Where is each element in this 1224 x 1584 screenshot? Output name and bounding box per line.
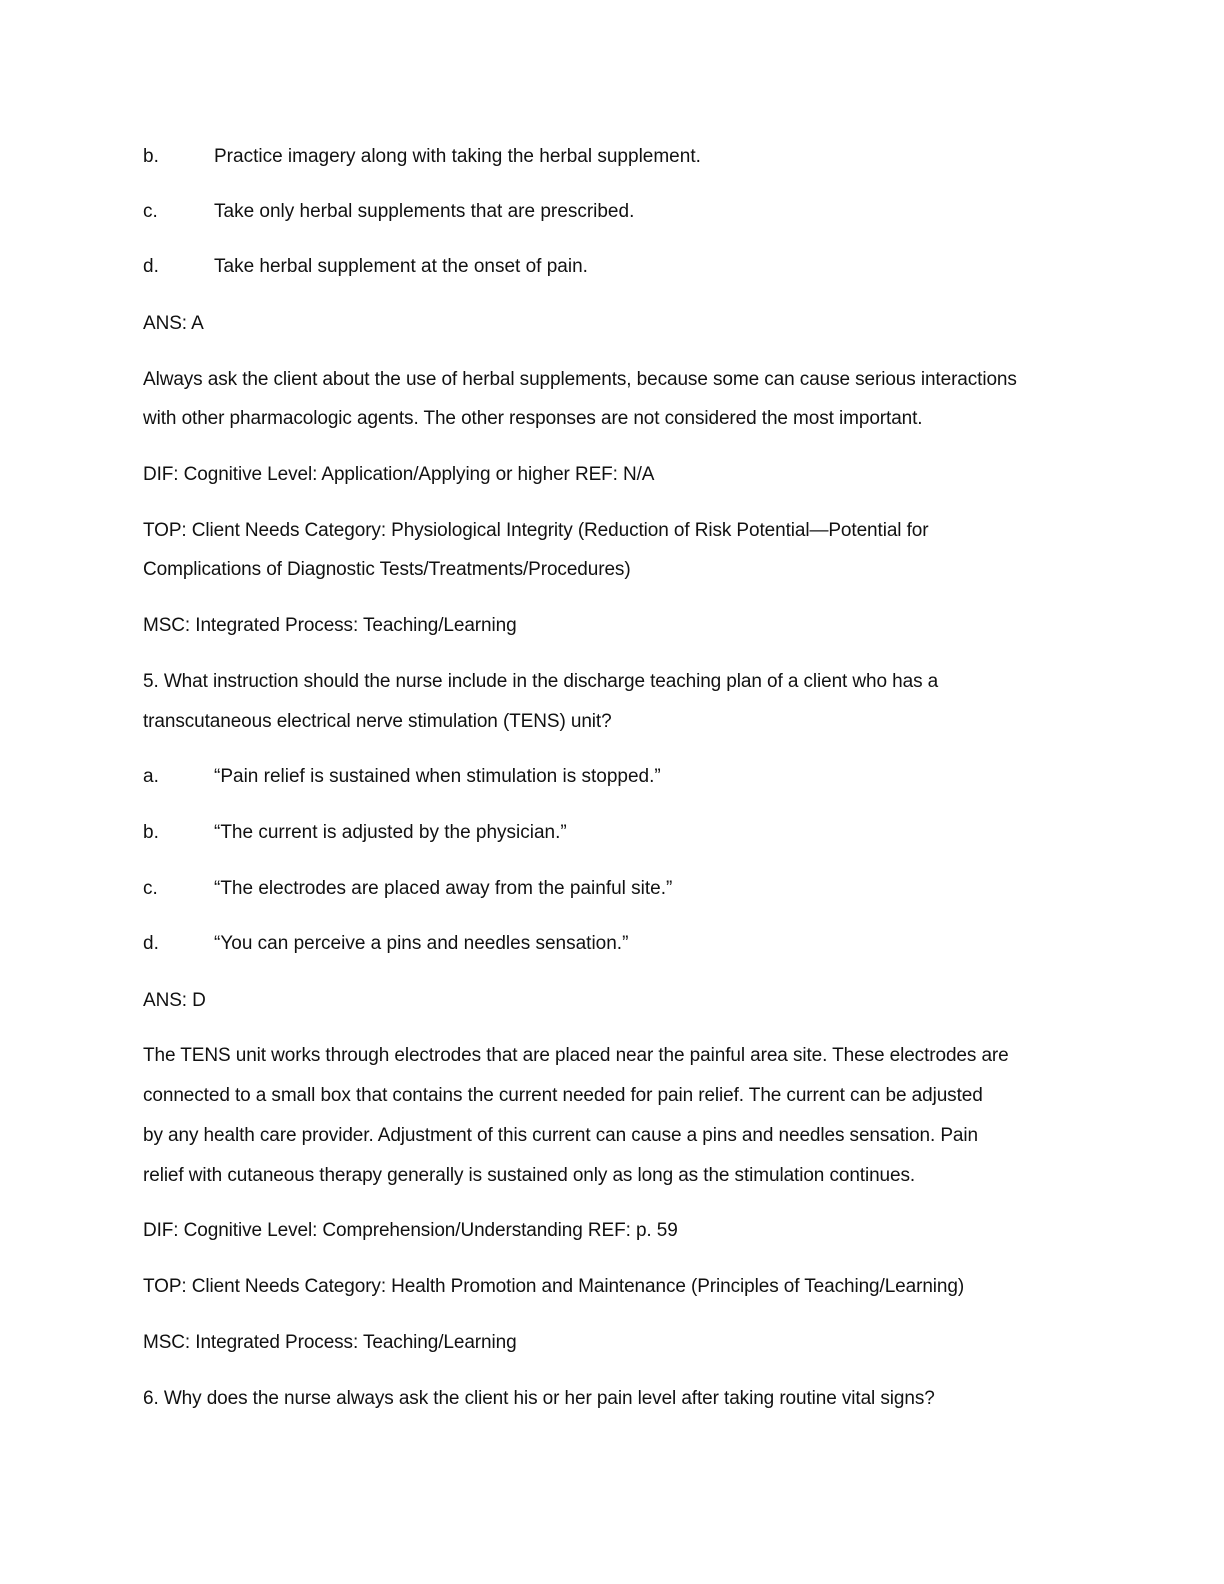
q5-answer: ANS: D (143, 990, 206, 1011)
q5-top: TOP: Client Needs Category: Health Promotion and Maintenance (Principles of Teaching/Learning) (143, 1276, 965, 1297)
option-letter: c. (143, 878, 158, 899)
q6-stem: 6. Why does the nurse always ask the client his or her pain level after taking routine vital signs? (143, 1388, 935, 1409)
option-letter: b. (143, 822, 159, 843)
option-letter: b. (143, 146, 159, 167)
prev-rationale-line-2: with other pharmacologic agents. The other responses are not considered the most important. (143, 408, 923, 429)
q5-rationale-line-4: relief with cutaneous therapy generally is sustained only as long as the stimulation continues. (143, 1165, 916, 1186)
q5-stem-line-2: transcutaneous electrical nerve stimulation (TENS) unit? (143, 711, 612, 732)
option-text: “The current is adjusted by the physician.” (214, 822, 567, 843)
option-letter: a. (143, 766, 159, 787)
prev-top-line-1: TOP: Client Needs Category: Physiological Integrity (Reduction of Risk Potential—Potential for (143, 520, 929, 541)
option-letter: d. (143, 933, 159, 954)
prev-rationale-line-1: Always ask the client about the use of herbal supplements, because some can cause serious interactions (143, 369, 1017, 390)
option-letter: d. (143, 256, 159, 277)
q5-dif: DIF: Cognitive Level: Comprehension/Understanding REF: p. 59 (143, 1220, 678, 1241)
option-letter: c. (143, 201, 158, 222)
prev-dif: DIF: Cognitive Level: Application/Applying or higher REF: N/A (143, 464, 655, 485)
prev-answer: ANS: A (143, 313, 204, 334)
option-text: “The electrodes are placed away from the painful site.” (214, 878, 673, 899)
option-text: Practice imagery along with taking the herbal supplement. (214, 146, 701, 167)
q5-msc: MSC: Integrated Process: Teaching/Learning (143, 1332, 517, 1353)
option-text: “You can perceive a pins and needles sensation.” (214, 933, 629, 954)
prev-top-line-2: Complications of Diagnostic Tests/Treatments/Procedures) (143, 559, 631, 580)
q5-rationale-line-3: by any health care provider. Adjustment of this current can cause a pins and needles sensation. Pain (143, 1125, 978, 1146)
q5-stem-line-1: 5. What instruction should the nurse include in the discharge teaching plan of a client who has a (143, 671, 939, 692)
q5-rationale-line-1: The TENS unit works through electrodes that are placed near the painful area site. These electrodes are (143, 1045, 1009, 1066)
option-text: Take herbal supplement at the onset of pain. (214, 256, 588, 277)
prev-msc: MSC: Integrated Process: Teaching/Learning (143, 615, 517, 636)
option-text: “Pain relief is sustained when stimulation is stopped.” (214, 766, 661, 787)
q5-rationale-line-2: connected to a small box that contains the current needed for pain relief. The current can be adjusted (143, 1085, 983, 1106)
option-text: Take only herbal supplements that are prescribed. (214, 201, 635, 222)
